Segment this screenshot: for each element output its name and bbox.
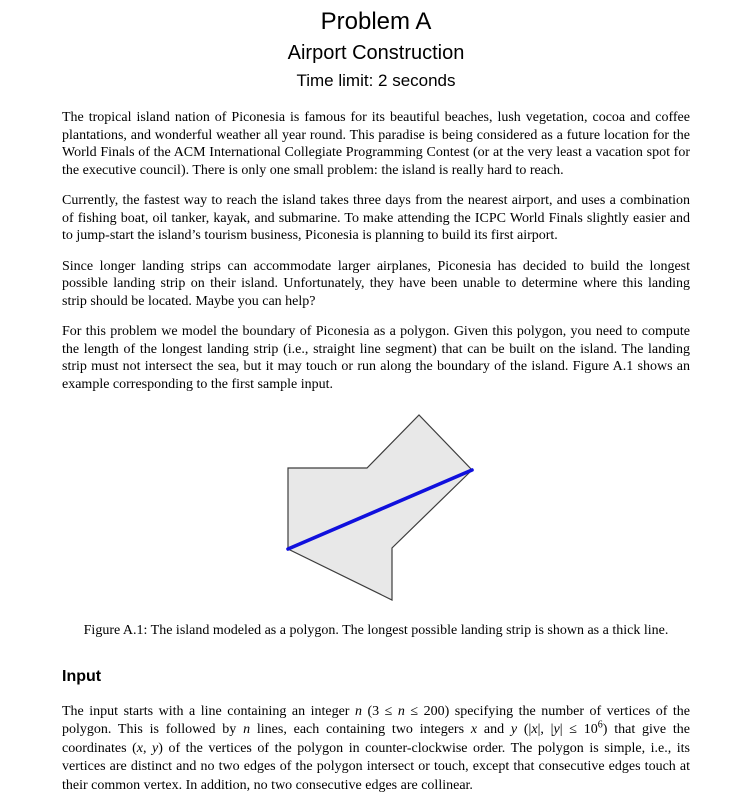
island-polygon xyxy=(288,415,472,600)
figure-caption: Figure A.1: The island modeled as a polygon. The longest possible landing strip is shown as a thick line. xyxy=(83,623,669,638)
figure-a1 xyxy=(62,406,690,616)
time-limit: Time limit: 2 seconds xyxy=(296,71,456,90)
input-paragraph: The input starts with a line containing an integer n (3 ≤ n ≤ 200) specifying the number of vertices of the polygon. This is followed by n lines, each containing two integers x and y (|x|, $|y| \le 10^6$) that give the coordinates (x, y) of the vertices of the polygon in counter-clockwise order. The polygon is simple, i.e., its vertices are distinct and no two edges of the polygon intersect or touch, except that consecutive edges touch at their common vertex. In addition, no two consecutive edges are collinear. xyxy=(62,704,691,793)
problem-label: Problem A xyxy=(320,8,432,35)
input-section-heading: Input xyxy=(62,668,102,685)
island-figure-canvas xyxy=(246,406,506,616)
landing-strip-paragraph: Since longer landing strips can accommodate larger airplanes, Piconesia has decided to build the longest possible landing strip on their island. Unfortunately, they have been unable to determine where this landing strip should be located. Maybe you can help? xyxy=(62,258,690,309)
travel-paragraph: Currently, the fastest way to reach the island takes three days from the nearest airport, and uses a combination of fishing boat, oil tanker, kayak, and submarine. To make attending the ICPC World Finals slightly easier and to jump-start the island’s tourism business, Piconesia is planning to build its first airport. xyxy=(62,193,690,243)
title-block xyxy=(62,8,690,92)
model-paragraph: For this problem we model the boundary of Piconesia as a polygon. Given this polygon, you need to compute the length of the longest landing strip (i.e., straight line segment) that can be built on the island. The landing strip must not intersect the sea, but it may touch or run along the boundary of the island. Figure A.1 shows an example corresponding to the first sample input. xyxy=(62,324,690,392)
problem-title: Airport Construction xyxy=(287,42,465,64)
intro-paragraph: The tropical island nation of Piconesia is famous for its beautiful beaches, lush vegetation, cocoa and coffee plantations, and wonderful weather all year round. This paradise is being considered as a future location for the World Finals of the ACM International Collegiate Programming Contest (or at the very least a vacation spot for the executive council). There is only one small problem: the island is really hard to reach. xyxy=(62,110,690,178)
